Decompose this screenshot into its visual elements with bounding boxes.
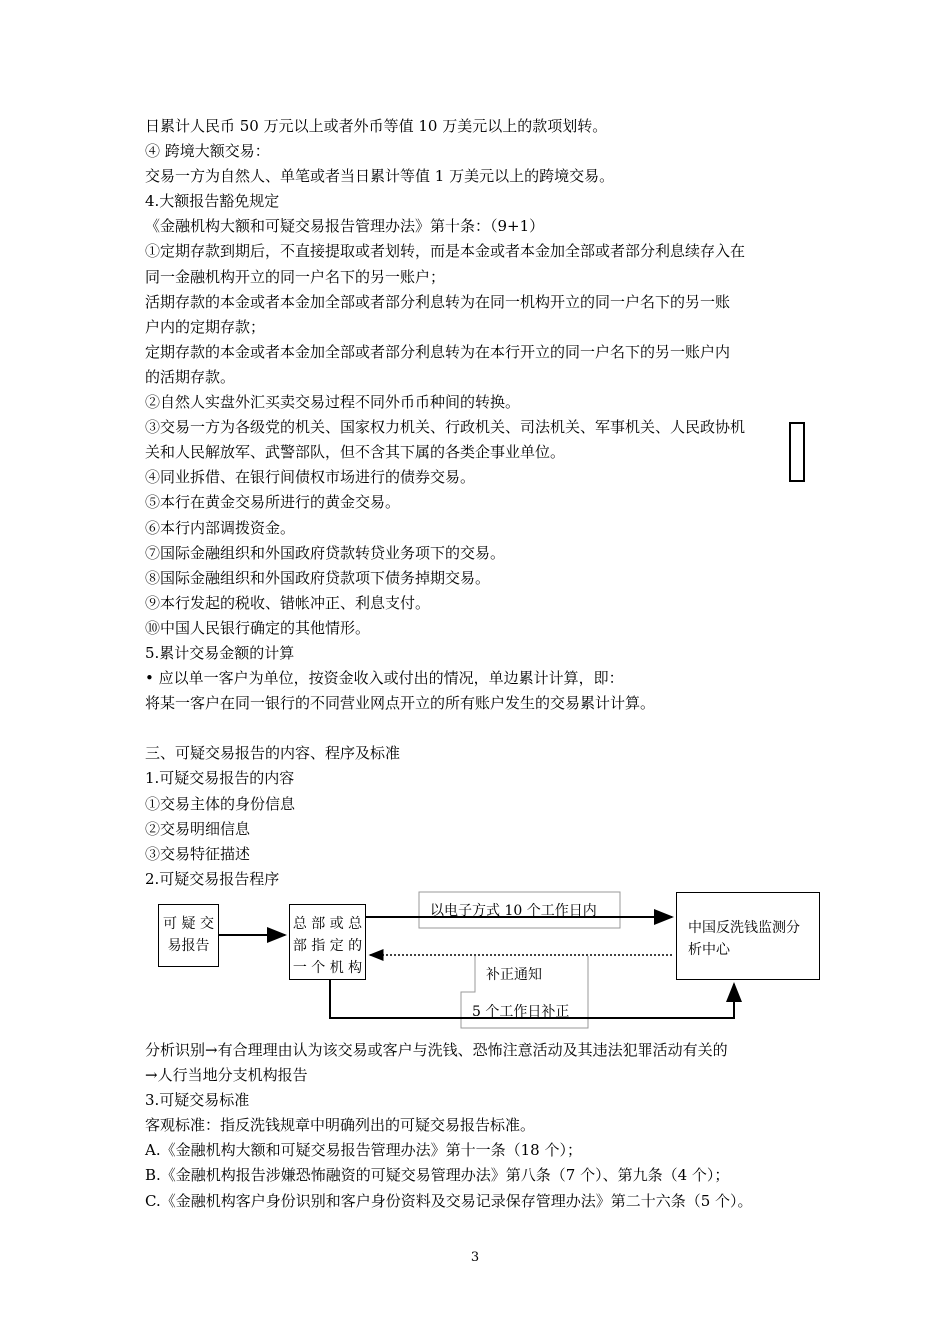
paragraph-line: ①定期存款到期后，不直接提取或者划转，而是本金或者本金加全部或者部分利息续存入在: [145, 242, 746, 261]
paragraph-line: ⑧国际金融组织和外国政府贷款项下债务掉期交易。: [145, 568, 491, 587]
section-heading: 2.可疑交易报告程序: [145, 869, 280, 888]
paragraph-line: ③交易一方为各级党的机关、国家权力机关、行政机关、司法机关、军事机关、人民政协机: [145, 418, 746, 437]
document-body-continued: [145, 1038, 815, 1214]
paragraph-line: A.《金融机构大额和可疑交易报告管理办法》第十一条（18 个）；: [145, 1141, 582, 1160]
box-suspicious-report: [158, 904, 219, 967]
paragraph-line: ②交易明细信息: [145, 819, 251, 838]
paragraph-line: 分析识别→有合理理由认为该交易或客户与洗钱、恐怖注意活动及其违法犯罪活动有关的: [145, 1041, 728, 1059]
box-text-line: 部 指 定 的: [292, 938, 363, 954]
paragraph-line: ⑩中国人民银行确定的其他情形。: [145, 618, 371, 637]
paragraph-line: 活期存款的本金或者本金加全部或者部分利息转为在同一机构开立的同一户名下的另一账: [145, 292, 731, 311]
paragraph-line: 的活期存款。: [145, 367, 236, 386]
paragraph-line: ⑤本行在黄金交易所进行的黄金交易。: [145, 493, 401, 512]
flow-label-five-days: 5 个工作日补正: [472, 1004, 570, 1020]
box-text-line: 中国反洗钱监测分: [688, 920, 800, 936]
paragraph-line: 户内的定期存款；: [145, 317, 266, 336]
paragraph-line: 《金融机构大额和可疑交易报告管理办法》第十条：（9+1）: [145, 217, 545, 236]
paragraph-line: ③交易特征描述: [145, 844, 251, 863]
flow-label-correction-notice: 补正通知: [486, 967, 542, 983]
section-heading: 4.大额报告豁免规定: [145, 192, 280, 211]
box-text-line: 总 部 或 总: [292, 916, 363, 932]
box-text-line: 析中心: [688, 942, 730, 958]
paragraph-line: ②自然人实盘外汇买卖交易过程不同外币币种间的转换。: [145, 393, 521, 412]
paragraph-line: 交易一方为自然人、单笔或者当日累计等值 1 万美元以上的跨境交易。: [145, 167, 615, 186]
paragraph-line: 定期存款的本金或者本金加全部或者部分利息转为在本行开立的同一户名下的另一账户内: [145, 342, 731, 361]
paragraph-line: B.《金融机构报告涉嫌恐怖融资的可疑交易管理办法》第八条（7 个）、第九条（4 个）；: [145, 1166, 730, 1185]
box-text-line: 可 疑 交: [163, 916, 214, 932]
paragraph-line: ①交易主体的身份信息: [145, 794, 296, 813]
paragraph-line: 同一金融机构开立的同一户名下的另一账户；: [145, 267, 446, 286]
section-heading: 5.累计交易金额的计算: [145, 643, 295, 662]
paragraph-line: 客观标准：指反洗钱规章中明确列出的可疑交易报告标准。: [145, 1116, 536, 1135]
flow-label-electronic: 以电子方式 10 个工作日内: [430, 903, 597, 919]
paragraph-line: ⑦国际金融组织和外国政府贷款转贷业务项下的交易。: [145, 543, 506, 562]
paragraph-line: →人行当地分支机构报告: [145, 1066, 308, 1085]
paragraph-line: 关和人民解放军、武警部队，但不含其下属的各类企事业单位。: [145, 443, 566, 462]
box-aml-monitoring-center: [676, 892, 820, 980]
box-headquarters: [289, 904, 366, 980]
paragraph-line: C.《金融机构客户身份识别和客户身份资料及交易记录保存管理办法》第二十六条（5 个）。: [145, 1191, 753, 1210]
box-text-line: 一 个 机 构: [292, 960, 363, 976]
section-heading: 3.可疑交易标准: [145, 1091, 250, 1110]
section-heading: 1.可疑交易报告的内容: [145, 769, 295, 788]
paragraph-line: 将某一客户在同一银行的不同营业网点开立的所有账户发生的交易累计计算。: [145, 694, 656, 713]
paragraph-line: ⑨本行发起的税收、错帐冲正、利息支付。: [145, 593, 431, 612]
chapter-heading: 三、可疑交易报告的内容、程序及标准: [145, 744, 401, 763]
bullet-line: • 应以单一客户为单位，按资金收入或付出的情况，单边累计计算，即：: [145, 669, 624, 688]
page-number: 3: [470, 1250, 480, 1265]
paragraph-line: ④同业拆借、在银行间债权市场进行的债券交易。: [145, 468, 476, 487]
box-text-line: 易报告: [167, 938, 210, 954]
paragraph-line: ⑥本行内部调拨资金。: [145, 518, 296, 537]
paragraph-line: 日累计人民币 50 万元以上或者外币等值 10 万美元以上的款项划转。: [145, 117, 608, 135]
paragraph-line: ④ 跨境大额交易：: [145, 142, 270, 161]
